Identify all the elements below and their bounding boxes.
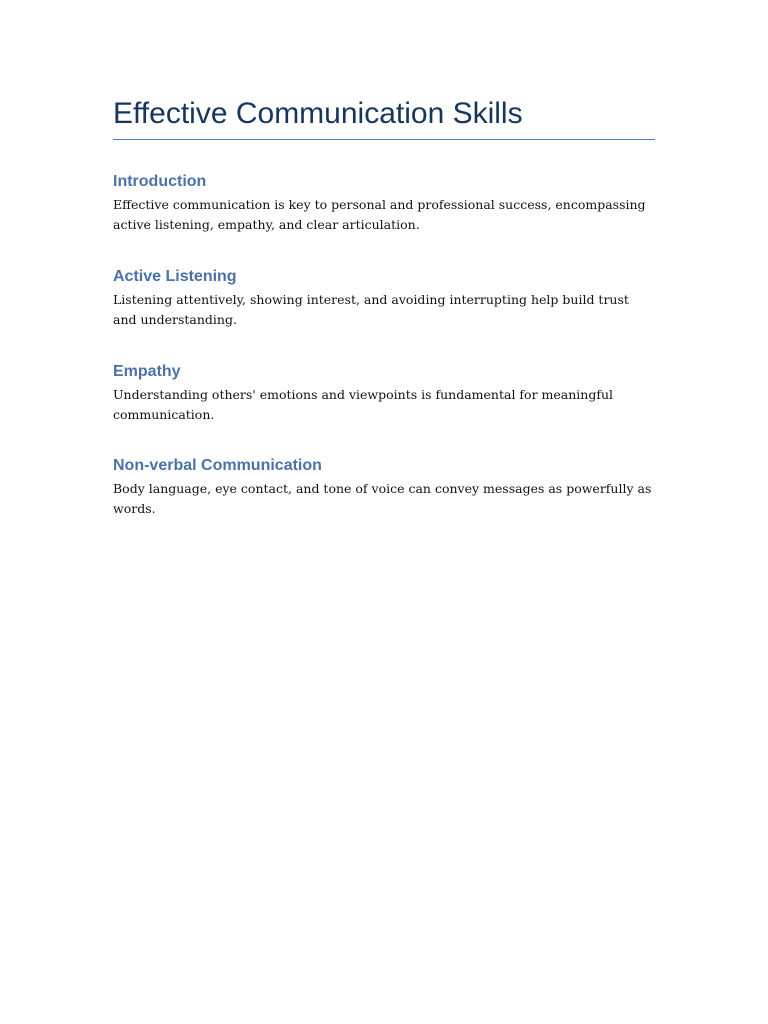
page-title: Effective Communication Skills xyxy=(113,97,523,130)
section-heading: Active Listening xyxy=(113,268,237,285)
section-active-listening xyxy=(113,267,655,330)
section-heading: Empathy xyxy=(113,363,181,380)
section-paragraph: Understanding others' emotions and viewpoints is fundamental for meaningful communication. xyxy=(113,387,613,422)
section-introduction xyxy=(113,172,655,235)
section-heading: Non-verbal Communication xyxy=(113,457,322,474)
section-heading: Introduction xyxy=(113,173,207,190)
section-empathy xyxy=(113,362,655,425)
section-paragraph: Effective communication is key to personal and professional success, encompassing active listening, empathy, and clear articulation. xyxy=(113,197,646,232)
section-paragraph: Listening attentively, showing interest, and avoiding interrupting help build trust and understanding. xyxy=(113,292,629,327)
title-underline xyxy=(113,139,655,140)
section-non-verbal-communication xyxy=(113,456,655,519)
section-paragraph: Body language, eye contact, and tone of voice can convey messages as powerfully as words. xyxy=(113,481,652,516)
